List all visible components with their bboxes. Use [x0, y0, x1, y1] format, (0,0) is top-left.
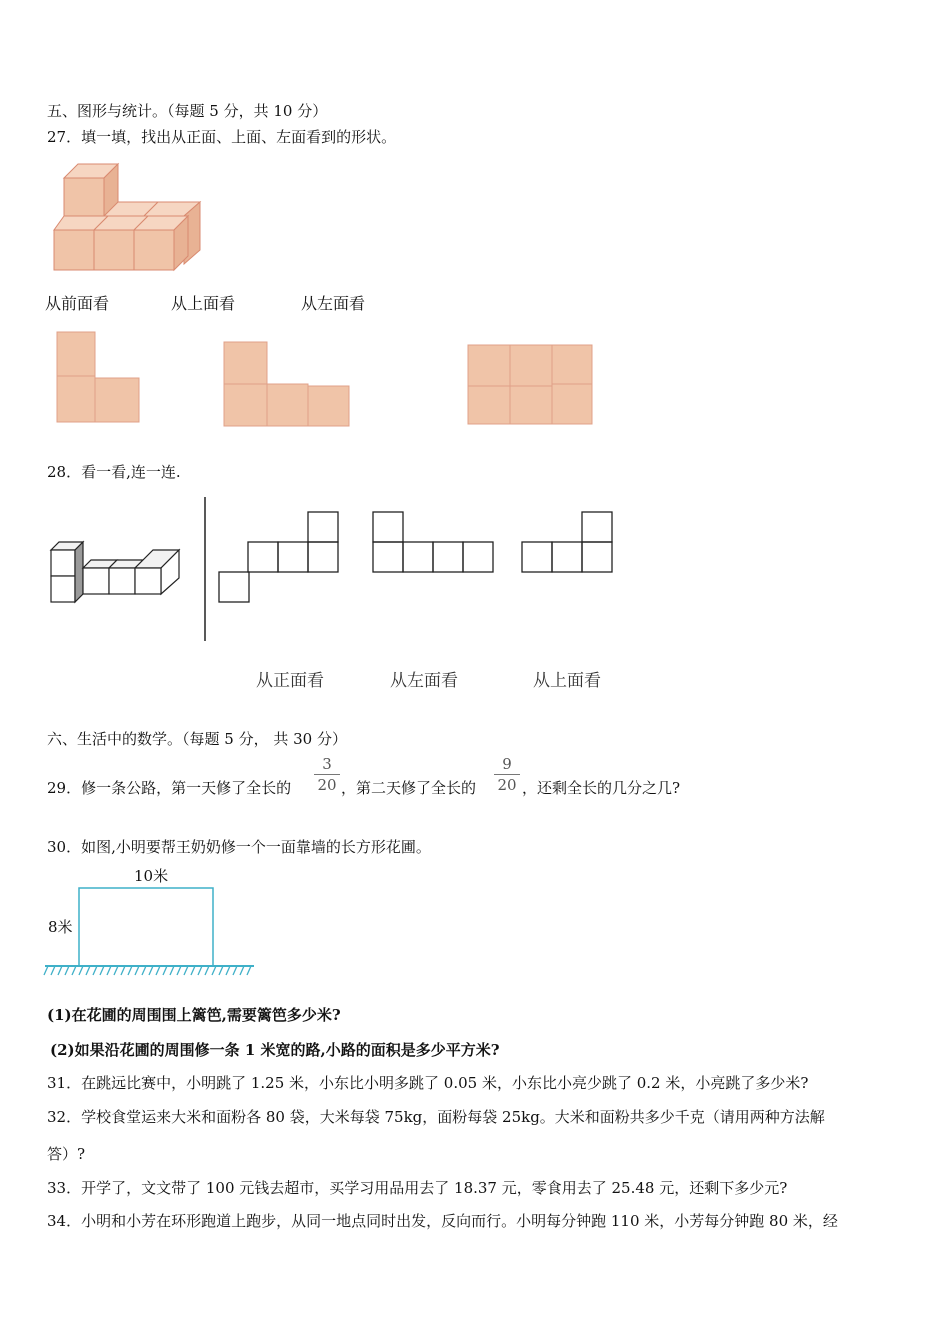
question-30-sub-2: (2)如果沿花圃的周围修一条 1 米宽的路,小路的面积是多少平方米? [50, 1041, 500, 1059]
q28-view-label-left: 从左面看 [390, 671, 458, 691]
q29-fraction-2-denominator: 20 [497, 776, 517, 794]
q27-view-shape-3 [466, 343, 596, 428]
section-5-heading: 五、图形与统计。（每题 5 分，共 10 分） [47, 102, 328, 120]
q27-3d-cube-figure [50, 160, 210, 275]
question-33-text: 33．开学了，文文带了 100 元钱去超市，买学习用品用去了 18.37 元，零食用去了 25.48 元，还剩下多少元? [47, 1179, 788, 1197]
question-32-line-1: 32．学校食堂运来大米和面粉各 80 袋，大米每袋 75kg，面粉每袋 25kg。大米和面粉共多少千克（请用两种方法解 [47, 1108, 825, 1126]
q27-view-shape-2 [222, 340, 352, 430]
q27-view-shape-1 [55, 330, 145, 425]
q27-view-label-front: 从前面看 [45, 294, 110, 313]
q28-view-shape-b [372, 511, 497, 575]
question-30-sub-1: (1)在花圃的周围围上篱笆,需要篱笆多少米? [47, 1006, 341, 1024]
question-27-text: 27．填一填，找出从正面、上面、左面看到的形状。 [47, 128, 397, 146]
question-29-part-2: ，第二天修了全长的 [341, 779, 477, 797]
question-32-line-2: 答）? [47, 1145, 86, 1163]
question-28-text: 28．看一看,连一连. [47, 463, 181, 481]
question-34-text: 34．小明和小芳在环形跑道上跑步，从同一地点同时出发，反向而行。小明每分钟跑 110 米，小芳每分钟跑 80 米，经 [47, 1212, 838, 1230]
q29-fraction-1-numerator: 3 [322, 755, 332, 773]
q28-3d-cube-figure [48, 538, 188, 608]
q28-view-label-top: 从上面看 [533, 671, 601, 691]
q28-divider-line [203, 497, 207, 642]
q29-fraction-1-denominator: 20 [317, 776, 337, 794]
question-29-part-3: ，还剩全长的几分之几? [522, 779, 681, 797]
q27-view-label-top: 从上面看 [171, 294, 236, 313]
q30-garden-diagram [44, 885, 256, 980]
q30-width-label: 10米 [134, 867, 169, 885]
question-31-text: 31．在跳远比赛中，小明跳了 1.25 米，小东比小明多跳了 0.05 米，小东比小亮少跳了 0.2 米，小亮跳了多少米? [47, 1074, 809, 1092]
q28-view-shape-a [218, 511, 342, 605]
question-30-text: 30．如图,小明要帮王奶奶修一个一面靠墙的长方形花圃。 [47, 838, 431, 856]
q29-fraction-1 [314, 755, 340, 794]
q28-view-shape-c [521, 511, 616, 575]
q30-height-label: 8米 [48, 918, 73, 936]
q29-fraction-2 [494, 755, 520, 794]
section-6-heading: 六、生活中的数学。（每题 5 分， 共 30 分） [47, 730, 347, 748]
q27-view-label-left: 从左面看 [301, 294, 366, 313]
q28-view-label-front: 从正面看 [256, 671, 324, 691]
q29-fraction-2-numerator: 9 [502, 755, 512, 773]
question-29-part-1: 29．修一条公路，第一天修了全长的 [47, 779, 292, 797]
